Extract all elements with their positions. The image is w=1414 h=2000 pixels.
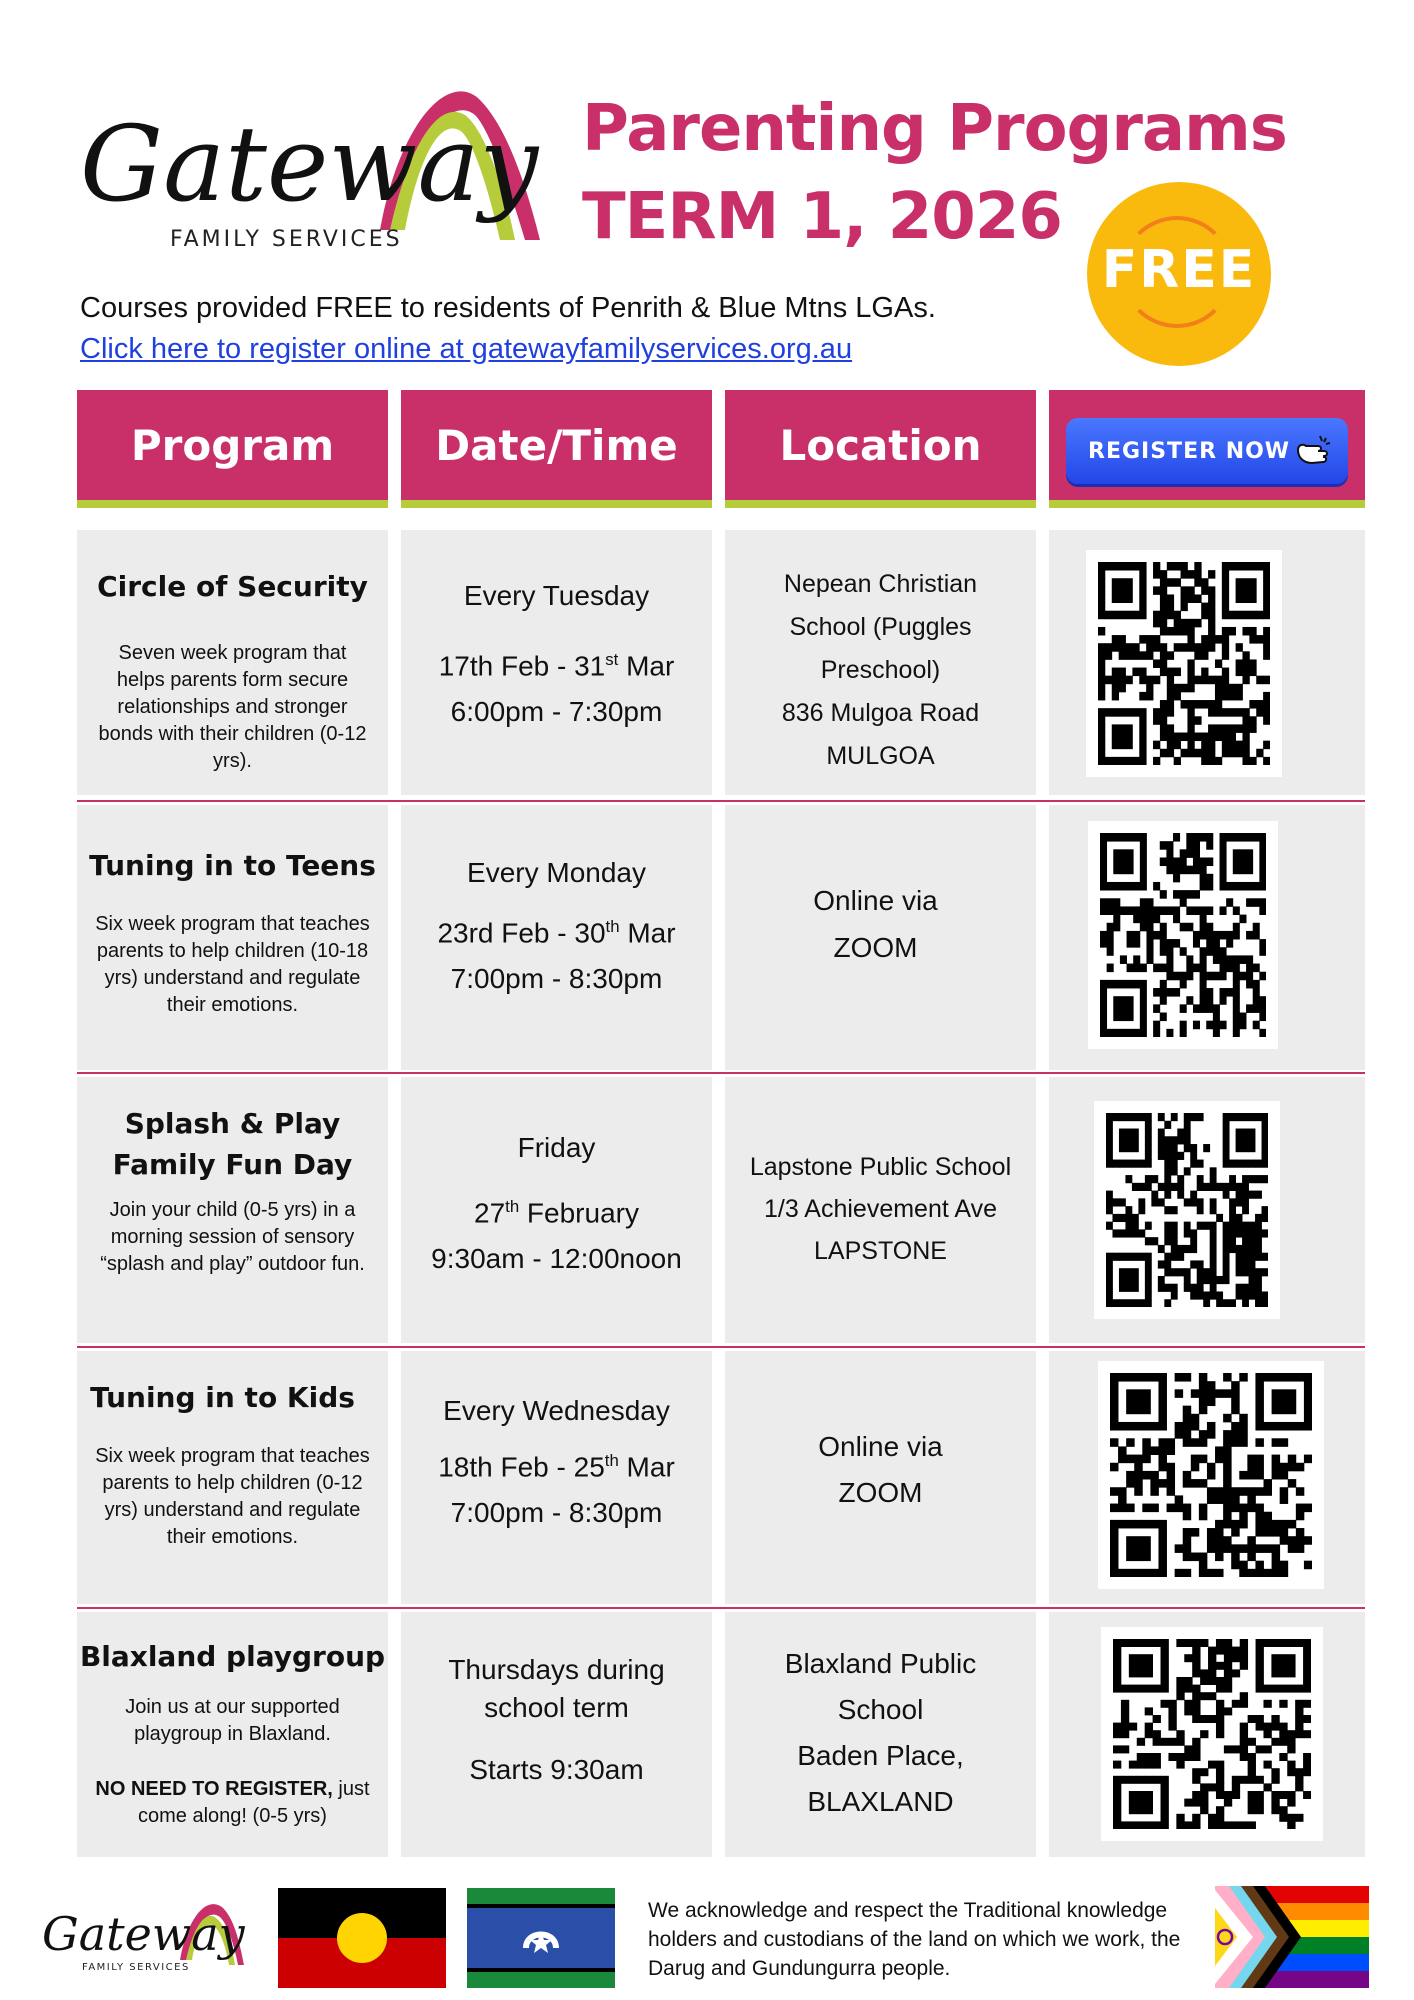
register-qr-code[interactable]	[1101, 1627, 1323, 1841]
row1-datetime-cell	[401, 530, 712, 795]
row1-location-cell	[725, 530, 1036, 795]
gateway-logo-small	[40, 1890, 245, 1985]
register-online-link[interactable]: Click here to register online at gatewayfamilyservices.org.au	[80, 333, 853, 365]
program-name: Tuning in to Teens	[89, 849, 376, 882]
location-line: Nepean Christian	[783, 570, 978, 598]
progress-pride-flag	[1215, 1886, 1369, 1988]
row-divider	[77, 1607, 1365, 1609]
row2-datetime-cell	[401, 805, 712, 1070]
location-line: Preschool)	[820, 656, 941, 684]
svg-text:Gateway: Gateway	[42, 1907, 245, 1961]
gateway-logo	[80, 80, 540, 280]
program-description: Join your child (0-5 yrs) in a morning session of sensory “splash and play” outdoor fun.	[100, 1199, 365, 1275]
header-program: Program	[77, 390, 388, 508]
torres-strait-islander-flag	[467, 1888, 615, 1988]
register-qr-code[interactable]	[1086, 550, 1282, 777]
register-qr-code[interactable]	[1094, 1101, 1280, 1319]
row4-location-cell	[725, 1351, 1036, 1604]
location-line: MULGOA	[826, 742, 935, 770]
location-line: Online via	[818, 1431, 943, 1462]
pointing-hand-icon	[1294, 430, 1334, 470]
page-subtitle: TERM 1, 2026	[582, 180, 1062, 254]
row2-program-cell	[77, 805, 388, 1070]
header-datetime: Date/Time	[401, 390, 712, 508]
svg-text:Gateway: Gateway	[80, 103, 539, 225]
svg-text:FAMILY SERVICES: FAMILY SERVICES	[82, 1962, 190, 1973]
location-line: Online via	[813, 885, 938, 916]
program-day: Every Tuesday	[463, 580, 650, 611]
program-day: school term	[484, 1692, 629, 1723]
program-day: Every Wednesday	[443, 1395, 670, 1426]
program-description: Join us at our supported playgroup in Blaxland.	[125, 1696, 340, 1745]
page-title: Parenting Programs	[582, 92, 1287, 166]
row3-program-cell	[77, 1077, 388, 1343]
location-line: Blaxland Public	[784, 1648, 977, 1679]
program-day: Every Monday	[467, 857, 646, 888]
row5-qr-cell	[1049, 1612, 1365, 1857]
program-time: 6:00pm - 7:30pm	[450, 696, 663, 727]
location-line: 1/3 Achievement Ave	[763, 1195, 998, 1223]
eligibility-text: Courses provided FREE to residents of Penrith & Blue Mtns LGAs.	[80, 292, 936, 324]
location-line: 836 Mulgoa Road	[781, 699, 980, 727]
row3-location-cell	[725, 1077, 1036, 1343]
row3-datetime-cell	[401, 1077, 712, 1343]
location-line: ZOOM	[833, 932, 918, 963]
row5-program-cell	[77, 1612, 388, 1857]
location-line: Lapstone Public School	[749, 1153, 1012, 1181]
program-name: Splash & Play	[124, 1107, 341, 1140]
row4-program-cell	[77, 1351, 388, 1604]
program-name: Tuning in to Kids	[90, 1381, 355, 1414]
row3-qr-cell	[1049, 1077, 1365, 1343]
location-line: BLAXLAND	[807, 1786, 954, 1817]
row4-qr-cell	[1049, 1351, 1365, 1604]
location-line: School	[837, 1694, 924, 1725]
svg-text:FAMILY SERVICES: FAMILY SERVICES	[170, 227, 403, 252]
register-qr-code[interactable]	[1088, 821, 1278, 1049]
program-dates: 17th Feb - 31st Mar	[438, 650, 675, 682]
program-dates: 18th Feb - 25th Mar	[438, 1451, 675, 1483]
aboriginal-flag	[278, 1888, 446, 1988]
header-location: Location	[725, 390, 1036, 508]
row5-location-cell	[725, 1612, 1036, 1857]
program-time: 7:00pm - 8:30pm	[450, 963, 663, 994]
program-description: Six week program that teaches parents to help children (10-18 yrs) understand and regulate their emotions.	[95, 913, 370, 1016]
program-name: Circle of Security	[97, 570, 368, 603]
program-day: Thursdays during	[448, 1654, 665, 1685]
row2-qr-cell	[1049, 805, 1365, 1070]
program-dates: 27th February	[474, 1197, 639, 1229]
program-time: Starts 9:30am	[469, 1754, 644, 1785]
program-description: Seven week program that helps parents form secure relationships and stronger bonds with their children (0-12 yrs).	[98, 642, 367, 772]
location-line: Baden Place,	[797, 1740, 964, 1771]
acknowledgement-of-country: We acknowledge and respect the Traditional knowledge holders and custodians of the land on which we work, the Darug and Gundungurra people.	[648, 1899, 1181, 1980]
row1-program-cell	[77, 530, 388, 795]
free-badge: FREE	[1087, 182, 1271, 366]
row-divider	[77, 1346, 1365, 1348]
program-dates: 23rd Feb - 30th Mar	[437, 917, 676, 949]
no-register-note: NO NEED TO REGISTER, just come along! (0-5 yrs)	[95, 1778, 370, 1827]
register-qr-code[interactable]	[1098, 1361, 1324, 1589]
program-description: Six week program that teaches parents to help children (0-12 yrs) understand and regulate their emotions.	[95, 1445, 370, 1548]
program-name: Family Fun Day	[112, 1148, 353, 1181]
location-line: LAPSTONE	[814, 1237, 947, 1265]
row1-qr-cell	[1049, 530, 1365, 795]
program-time: 9:30am - 12:00noon	[431, 1243, 682, 1274]
location-line: School (Puggles	[789, 613, 972, 641]
row4-datetime-cell	[401, 1351, 712, 1604]
location-line: ZOOM	[838, 1477, 923, 1508]
row5-datetime-cell	[401, 1612, 712, 1857]
program-day: Friday	[517, 1132, 596, 1163]
row-divider	[77, 1072, 1365, 1074]
program-name: Blaxland playgroup	[79, 1640, 386, 1673]
row-divider	[77, 800, 1365, 802]
program-time: 7:00pm - 8:30pm	[450, 1497, 663, 1528]
register-now-button[interactable]: REGISTER NOW	[1066, 418, 1348, 484]
row2-location-cell	[725, 805, 1036, 1070]
